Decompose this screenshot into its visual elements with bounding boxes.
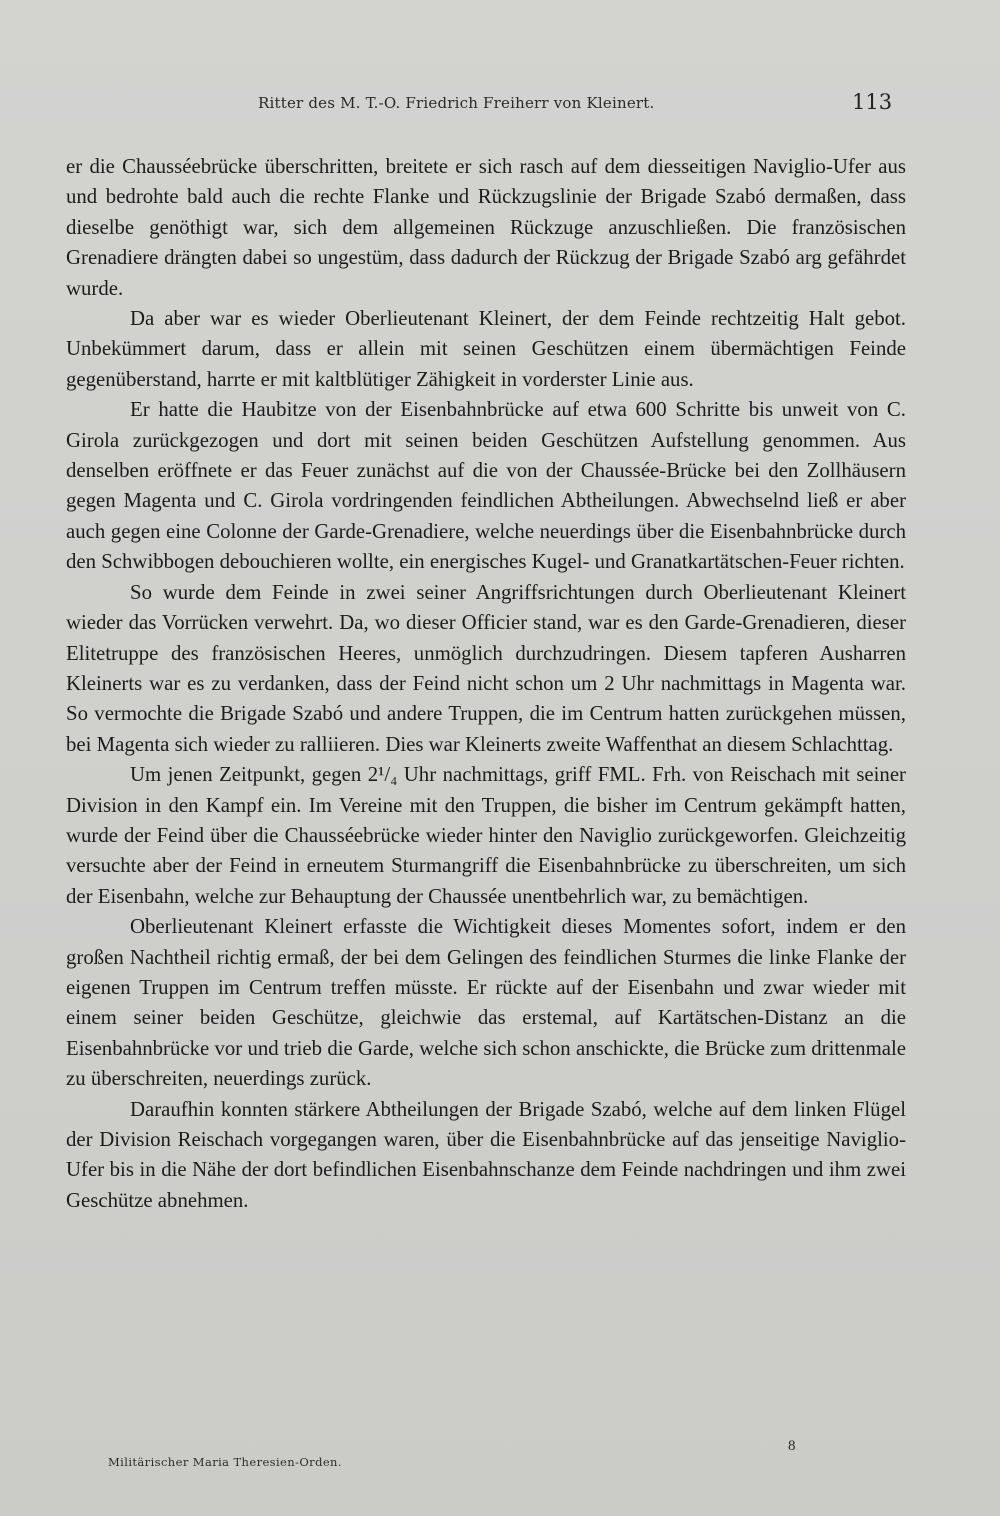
paragraph: Oberlieutenant Kleinert erfasste die Wichtigkeit dieses Momentes sofort, indem er den großen Nachtheil richtig ermaß, der bei dem Gelingen des feindlichen Sturmes die linke Flanke der eigenen Truppen im Centrum treffen müsste. Er rückte auf der Eisenbahn und zwar wieder mit einem seiner beiden Geschütze, gleichwie das erstemal, auf Kartätschen-Distanz an die Eisenbahnbrücke vor und trieb die Garde, welche sich schon anschickte, die Brücke zum drittenmale zu überschreiten, neuerdings zurück. — [66, 915, 906, 1091]
paragraph: Er hatte die Haubitze von der Eisenbahnbrücke auf etwa 600 Schritte bis unweit von C. Girola zurückgezogen und dort mit seinen beiden Geschützen Aufstellung genommen. Aus denselben eröffnete er das Feuer zunächst auf die von der Chaussée-Brücke bei den Zollhäusern gegen Magenta und C. Girola vordringenden feindlichen Abtheilungen. Abwechselnd ließ er aber auch gegen eine Colonne der Garde-Grenadiere, welche neuerdings über die Eisenbahnbrücke durch den Schwibbogen debouchieren wollte, ein energisches Kugel- und Granatkartätschen-Feuer richten. — [66, 398, 906, 574]
running-head: Ritter des M. T.-O. Friedrich Freiherr von Kleinert. — [258, 94, 655, 112]
page-number: 113 — [852, 90, 893, 114]
series-title-footer: Militärischer Maria Theresien-Orden. — [108, 1455, 342, 1469]
paragraph: Daraufhin konnten stärkere Abtheilungen der Brigade Szabó, welche auf dem linken Flügel der Division Reischach vorgegangen waren, über die Eisenbahnbrücke auf das jenseitige Naviglio-Ufer bis in die Nähe der dort befindlichen Eisenbahnschanze dem Feinde nachdringen und ihm zwei Geschütze abnehmen. — [66, 1097, 906, 1212]
signature-mark: 8 — [788, 1438, 796, 1454]
body-text — [66, 152, 906, 1216]
paragraph: So wurde dem Feinde in zwei seiner Angriffsrichtungen durch Oberlieutenant Kleinert wieder das Vorrücken verwehrt. Da, wo dieser Officier stand, war es den Garde-Grenadieren, dieser Elitetruppe des französischen Heeres, unmöglich durchzudringen. Diesem tapferen Ausharren Kleinerts war es zu verdanken, dass der Feind nicht schon um 2 Uhr nachmittags in Magenta war. So vermochte die Brigade Szabó und andere Truppen, die im Centrum hatten zurückgehen müssen, bei Magenta sich wieder zu ralliieren. Dies war Kleinerts zweite Waffenthat an diesem Schlachttag. — [66, 580, 906, 756]
paragraph: Um jenen Zeitpunkt, gegen 2¹/₄ Uhr nachmittags, griff FML. Frh. von Reischach mit seiner Division in den Kampf ein. Im Vereine mit den Truppen, die bisher im Centrum gekämpft hatten, wurde der Feind über die Chausséebrücke wieder hinter den Naviglio zurückgeworfen. Gleichzeitig versuchte aber der Feind in erneutem Sturmangriff die Eisenbahnbrücke zu überschreiten, um sich der Eisenbahn, welche zur Behauptung der Chaussée unentbehrlich war, zu bemächtigen. — [66, 763, 906, 908]
paragraph: Da aber war es wieder Oberlieutenant Kleinert, der dem Feinde rechtzeitig Halt gebot. Unbekümmert darum, dass er allein mit seinen Geschützen einem übermächtigen Feinde gegenüberstand, harrte er mit kaltblütiger Zähigkeit in vorderster Linie aus. — [66, 307, 906, 391]
paragraph: er die Chausséebrücke überschritten, breitete er sich rasch auf dem diesseitigen Naviglio-Ufer aus und bedrohte bald auch die rechte Flanke und Rückzugslinie der Brigade Szabó dermaßen, dass dieselbe genöthigt war, sich dem allgemeinen Rückzuge anzuschließen. Die französischen Grenadiere drängten dabei so ungestüm, dass dadurch der Rückzug der Brigade Szabó arg gefährdet wurde. — [66, 155, 906, 300]
